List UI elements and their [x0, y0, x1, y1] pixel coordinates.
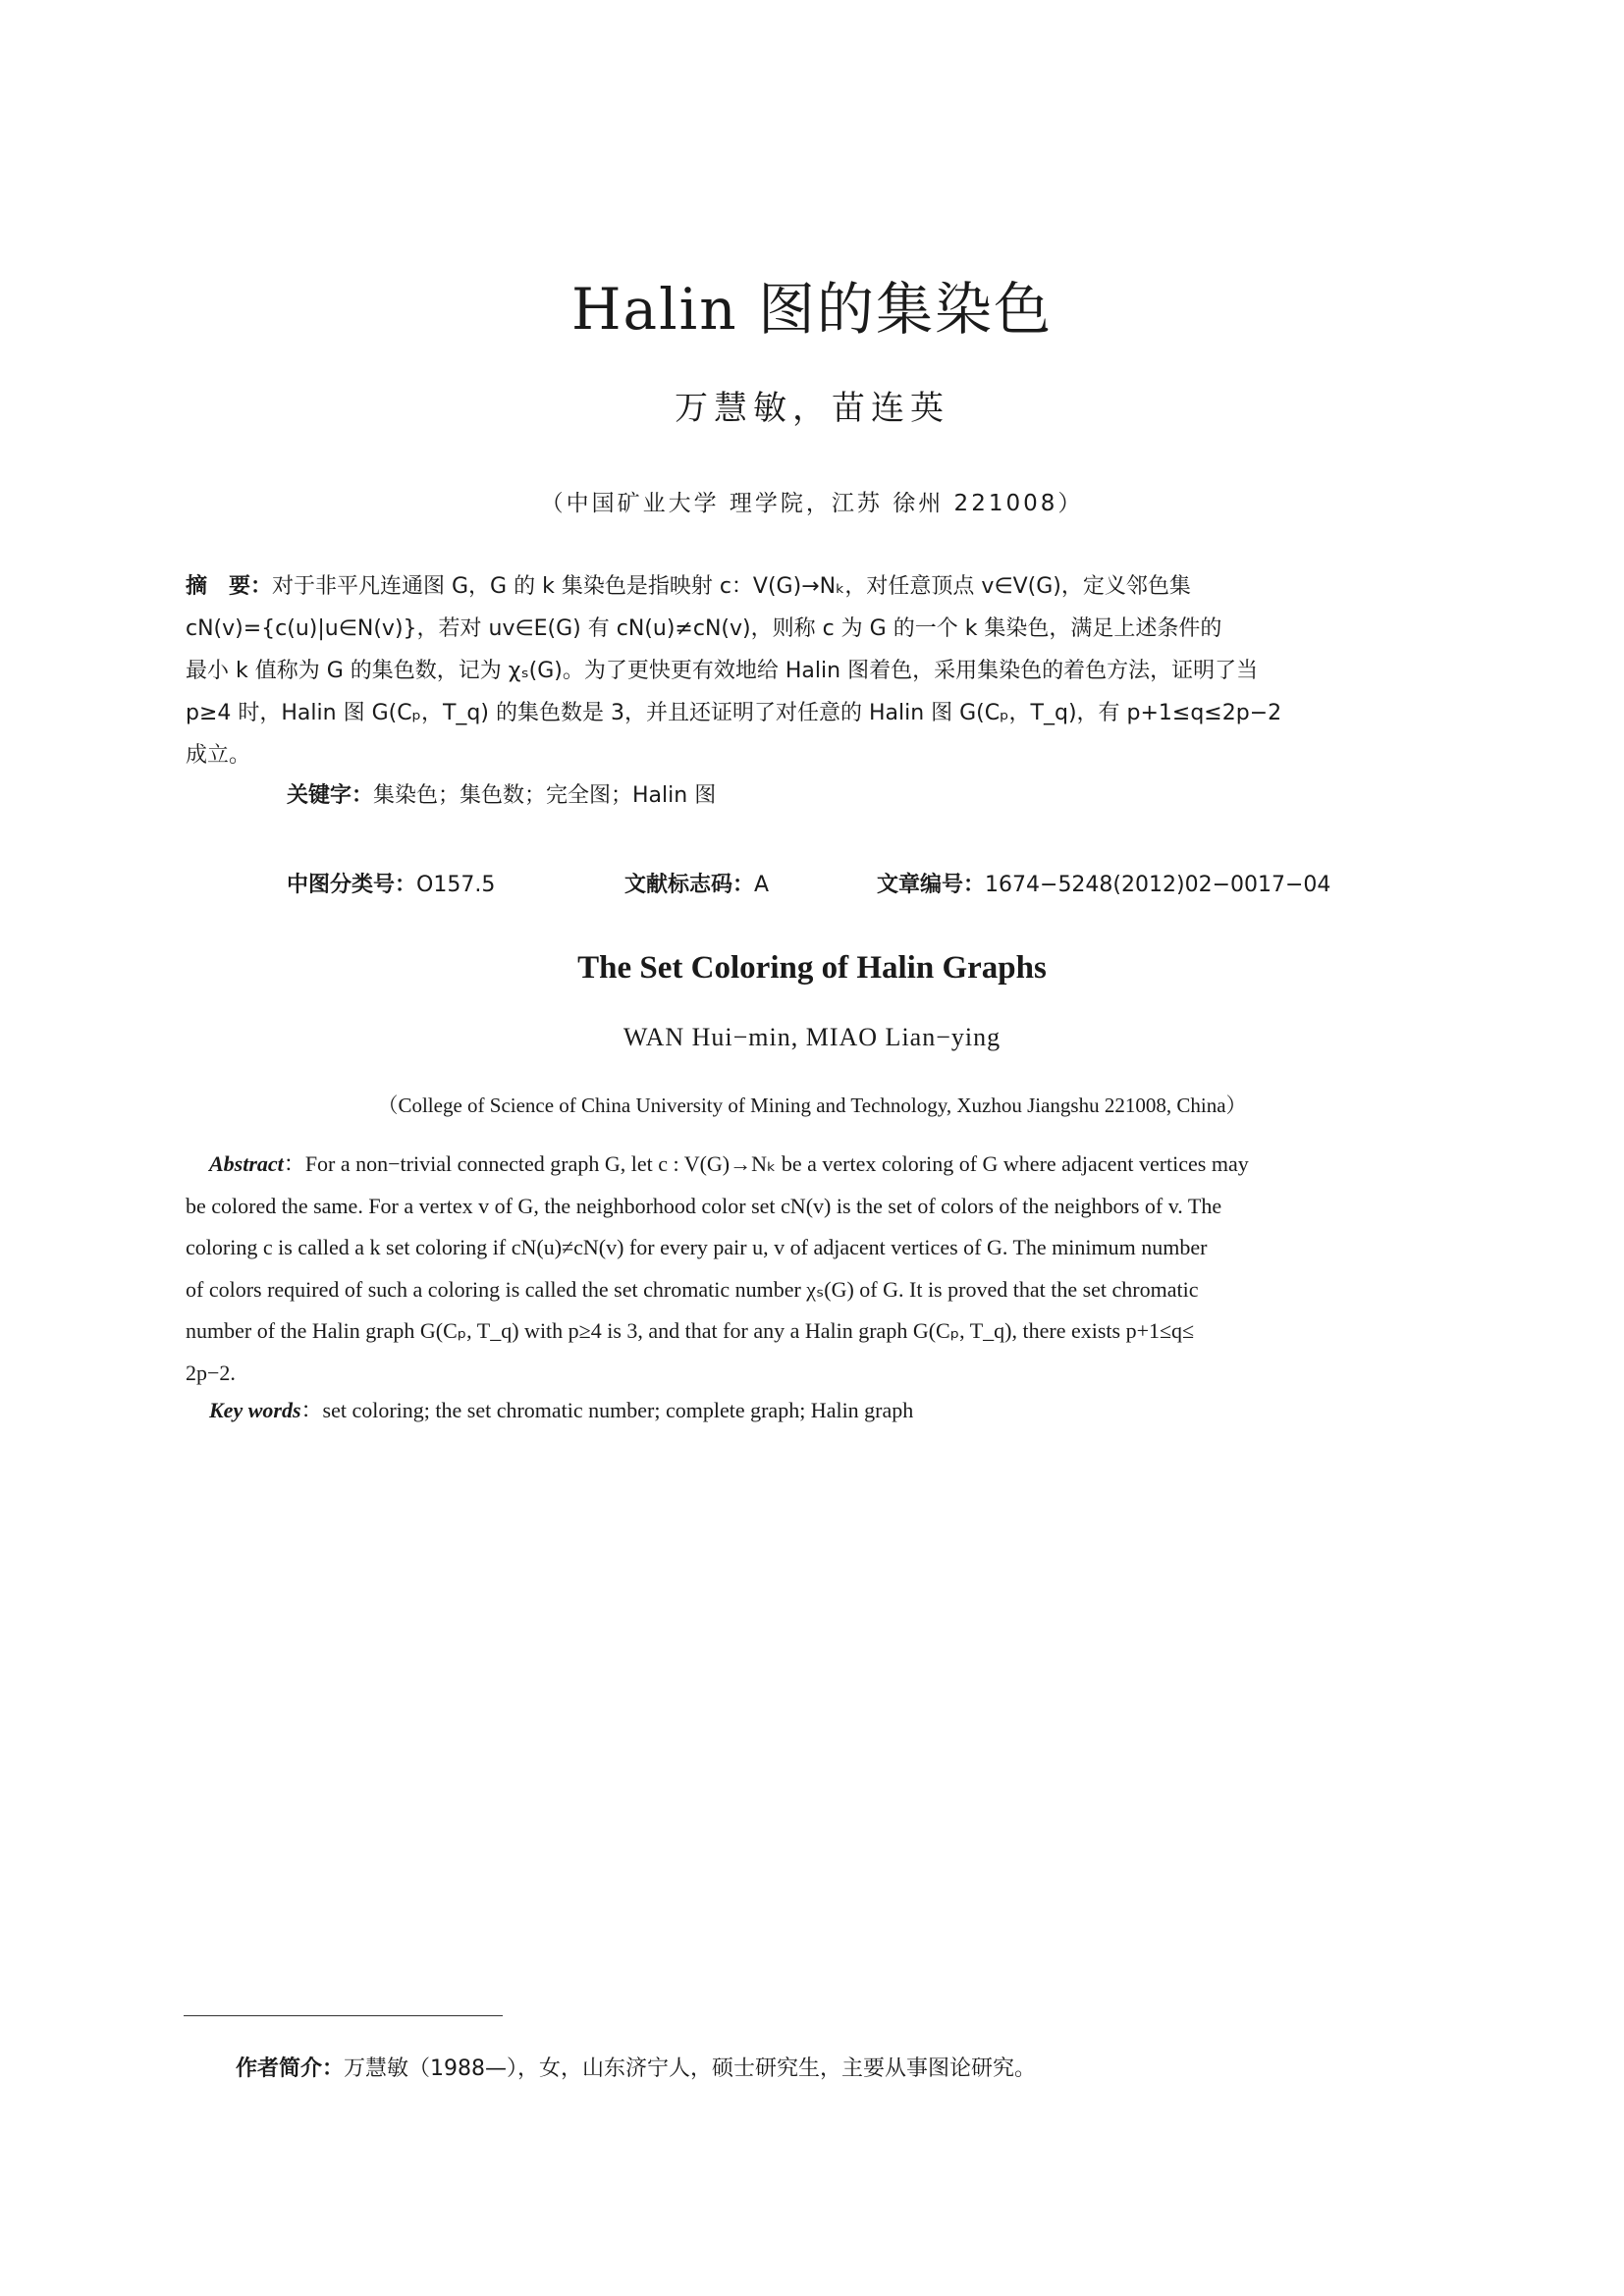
authors-en: WAN Hui−min, MIAO Lian−ying [623, 1023, 1001, 1051]
abstract-cn-line-1: 摘 要：对于非平凡连通图 G，G 的 k 集染色是指映射 c：V(G)→Nₖ，对任意顶点 v∈V(G)，定义邻色集 [186, 574, 1191, 599]
abstract-cn-line-5: 成立。 [186, 743, 251, 768]
paper-title-en: The Set Coloring of Halin Graphs [577, 950, 1047, 986]
keywords-cn-label: 关键字： [287, 783, 374, 808]
affiliation-cn: （中国矿业大学 理学院，江苏 徐州 221008） [540, 491, 1084, 516]
abstract-en-line-1: Abstract：For a non−trivial connected graph G, let c : V(G)→Nₖ be a vertex coloring of G where adjacent vertices may [209, 1151, 1249, 1176]
abstract-en-line-5: number of the Halin graph G(Cₚ, T_q) with p≥4 is 3, and that for any a Halin graph G(Cₚ, T_q), there exists p+1≤q≤ [186, 1318, 1195, 1343]
footnote-divider [184, 2015, 503, 2016]
article-number: 文章编号：1674−5248(2012)02−0017−04 [877, 873, 1331, 897]
abstract-en-line-3: coloring c is called a k set coloring if cN(u)≠cN(v) for every pair u, v of adjacent vertices of G. The minimum number [186, 1235, 1208, 1259]
paper-title-cn: Halin 图的集染色 [570, 276, 1054, 343]
footnote-text: 万慧敏（1988—），女，山东济宁人，硕士研究生，主要从事图论研究。 [344, 2056, 1037, 2081]
affiliation-en: （College of Science of China University of Mining and Technology, Xuzhou Jiangshu 221008, China） [377, 1094, 1247, 1117]
abstract-en [186, 1144, 1452, 1394]
abstract-cn [186, 565, 1452, 776]
abstract-en-line-6: 2p−2. [186, 1360, 236, 1385]
keywords-en: Key words：set coloring; the set chromatic number; complete graph; Halin graph [209, 1398, 914, 1422]
footnote-label: 作者简介： [236, 2056, 345, 2081]
abstract-cn-line-2: cN(v)={c(u)|u∈N(v)}，若对 uv∈E(G) 有 cN(u)≠cN(v)，则称 c 为 G 的一个 k 集染色，满足上述条件的 [186, 616, 1222, 641]
author-footnote [236, 2052, 1036, 2082]
abstract-cn-line-3: 最小 k 值称为 G 的集色数，记为 χₛ(G)。为了更快更有效地给 Halin 图着色，采用集染色的着色方法，证明了当 [186, 659, 1259, 683]
keywords-cn [287, 778, 716, 809]
abstract-en-line-2: be colored the same. For a vertex v of G, the neighborhood color set cN(v) is the set of colors of the neighbors of v. The [186, 1193, 1222, 1218]
keywords-en-text: set coloring; the set chromatic number; complete graph; Halin graph [322, 1398, 914, 1422]
clc-number: 中图分类号：O157.5 [287, 873, 496, 897]
abstract-en-label: Abstract [209, 1151, 284, 1176]
authors-cn: 万慧敏，苗连英 [675, 389, 949, 428]
abstract-cn-line-4: p≥4 时，Halin 图 G(Cₚ，T_q) 的集色数是 3，并且还证明了对任意的 Halin 图 G(Cₚ，T_q)，有 p+1≤q≤2p−2 [186, 701, 1282, 725]
keywords-en-label: Key words [209, 1398, 301, 1422]
keywords-cn-text: 集染色；集色数；完全图；Halin 图 [373, 783, 717, 808]
abstract-cn-label: 摘 要： [186, 574, 273, 599]
abstract-en-line-4: of colors required of such a coloring is called the set chromatic number χₛ(G) of G. It is proved that the set chromatic [186, 1276, 1199, 1302]
document-code: 文献标志码：A [624, 873, 770, 897]
